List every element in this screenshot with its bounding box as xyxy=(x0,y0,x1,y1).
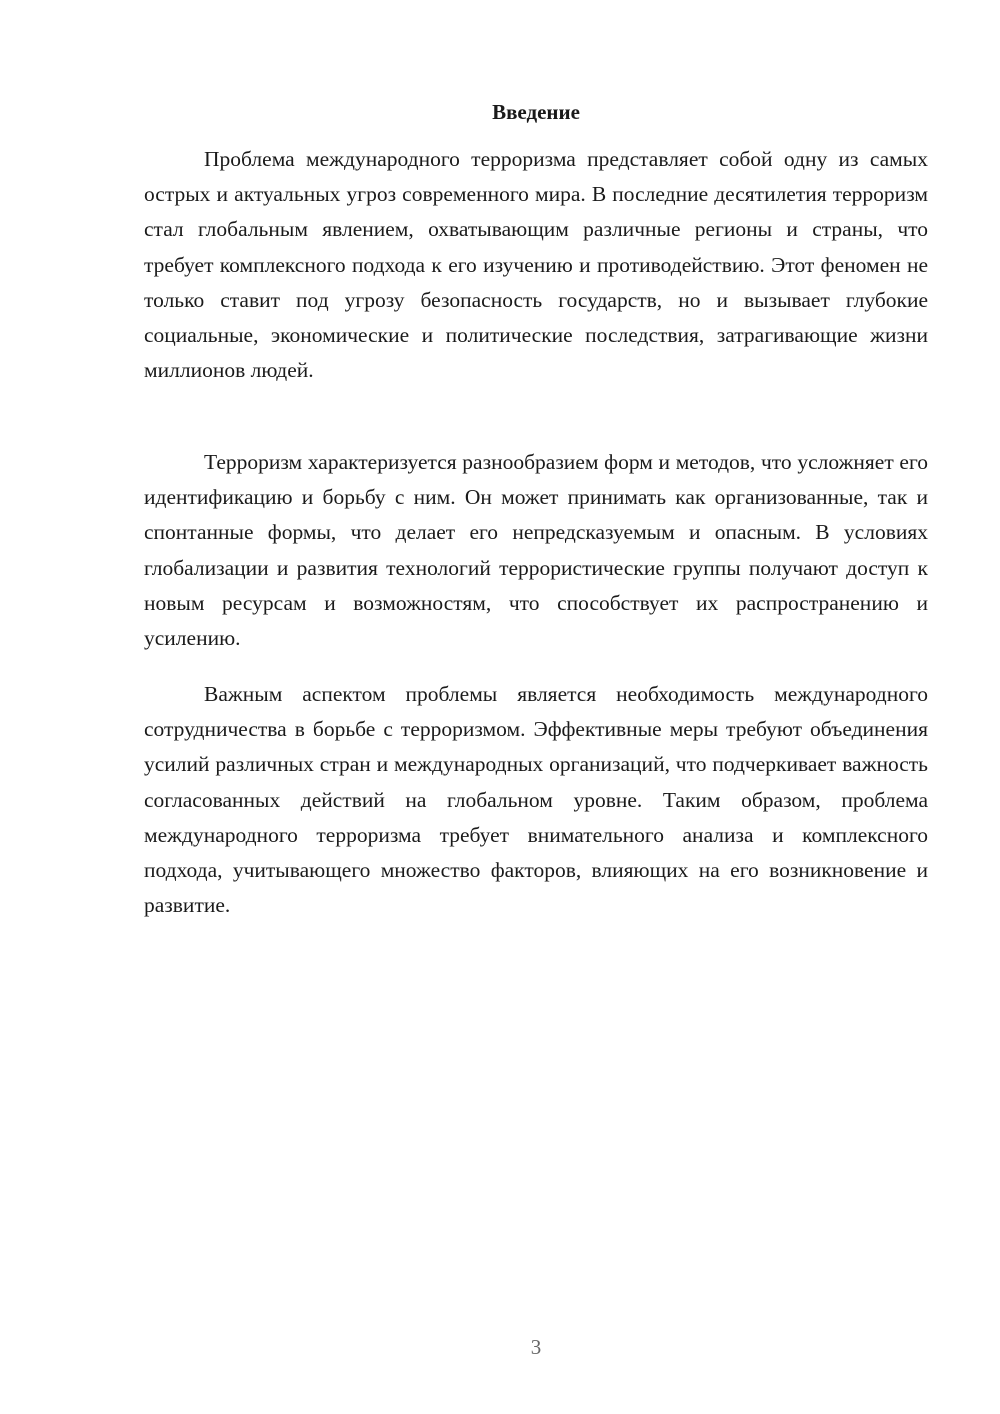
page-number: 3 xyxy=(530,1335,542,1359)
paragraph-3: Важным аспектом проблемы является необходимость международного сотрудничества в борьбе с терроризмом. Эффективные меры требуют объединения усилий различных стран и международных организаций, что подчеркивает важность согласованных действий на глобальном уровне. Таким образом, проблема международного терроризма требует внимательного анализа и комплексного подхода, учитывающего множество факторов, влияющих на его возникновение и развитие. xyxy=(144,682,928,918)
section-title: Введение xyxy=(492,100,580,124)
paragraph-2: Терроризм характеризуется разнообразием форм и методов, что усложняет его идентификацию и борьбу с ним. Он может принимать как организованные, так и спонтанные формы, что делает его непредсказуемым и опасным. В условиях глобализации и развития технологий террористические группы получают доступ к новым ресурсам и возможностям, что способствует их распространению и усилению. xyxy=(144,450,928,651)
paragraph-1: Проблема международного терроризма представляет собой одну из самых острых и актуальных угроз современного мира. В последние десятилетия терроризм стал глобальным явлением, охватывающим различные регионы и страны, что требует комплексного подхода к его изучению и противодействию. Этот феномен не только ставит под угрозу безопасность государств, но и вызывает глубокие социальные, экономические и политические последствия, затрагивающие жизни миллионов людей. xyxy=(144,147,928,383)
